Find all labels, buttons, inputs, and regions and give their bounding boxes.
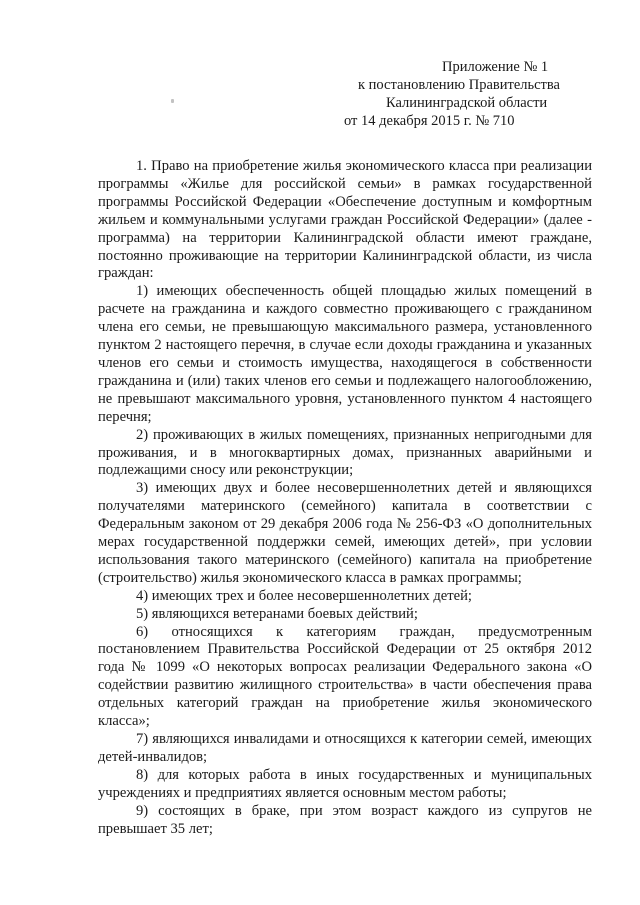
region-name: Калининградской области: [386, 95, 548, 111]
appendix-header: [330, 58, 590, 130]
appendix-number: Приложение № 1: [442, 59, 549, 75]
paragraph-item-9: 9) состоящих в браке, при этом возраст каждого из супругов не превышает 35 лет;: [98, 802, 592, 837]
paragraph-item-7: 7) являющихся инвалидами и относящихся к категории семей, имеющих детей-инвалидов;: [98, 731, 592, 765]
paragraph-main: 1. Право на приобретение жилья экономического класса при реализации программы «Жилье для российской семьи» в рамках государственной программы Российской Федерации «Обеспечение доступным и комфортным жильем и коммунальными услугами граждан Российской Федерации» (далее - программа) на территории Калининградской области имеют граждане, постоянно проживающие на территории Калининградской области, из числа граждан:: [98, 158, 592, 282]
paragraph-item-1: 1) имеющих обеспеченность общей площадью жилых помещений в расчете на гражданина и каждого совместно проживающего с гражданином члена его семьи, не превышающую максимального размера, установленного пунктом 2 настоящего перечня, в случае если доходы гражданина и указанных членов его семьи и стоимость имущества, находящегося в собственности гражданина и (или) таких членов его семьи и подлежащего налогообложению, не превышают максимального уровня, установленного пунктом 4 настоящего перечня;: [98, 283, 592, 425]
document-body: [98, 158, 592, 838]
paragraph-item-5: 5) являющихся ветеранами боевых действий;: [136, 605, 418, 622]
paragraph-item-2: 2) проживающих в жилых помещениях, признанных непригодными для проживания, и в многоквартирных домах, признанных аварийными и подлежащими сносу или реконструкции;: [98, 426, 592, 479]
scan-speck: [171, 99, 174, 103]
resolution-date: от 14 декабря 2015 г. № 710: [344, 113, 515, 129]
paragraph-item-3: 3) имеющих двух и более несовершеннолетних детей и являющихся получателями материнского (семейного) капитала в соответствии с Федеральным законом от 29 декабря 2006 года № 256-ФЗ «О дополнительных мерах государственной поддержки семей, имеющих детей», при условии использования такого материнского (семейного) капитала на приобретение (строительство) жилья экономического класса в рамках программы;: [98, 480, 592, 586]
paragraph-item-6: 6) относящихся к категориям граждан, предусмотренным постановлением Правительства Российской Федерации от 25 октября 2012 года № 1099 «О некоторых вопросах реализации Федерального закона «О содействии развитию жилищного строительства» в части обеспечения права отдельных категорий граждан на приобретение жилья экономического класса»;: [98, 623, 592, 730]
paragraph-item-8: 8) для которых работа в иных государственных и муниципальных учреждениях и предприятиях является основным местом работы;: [98, 766, 592, 801]
paragraph-item-4: 4) имеющих трех и более несовершеннолетних детей;: [136, 587, 472, 604]
resolution-reference: к постановлению Правительства: [358, 77, 560, 93]
